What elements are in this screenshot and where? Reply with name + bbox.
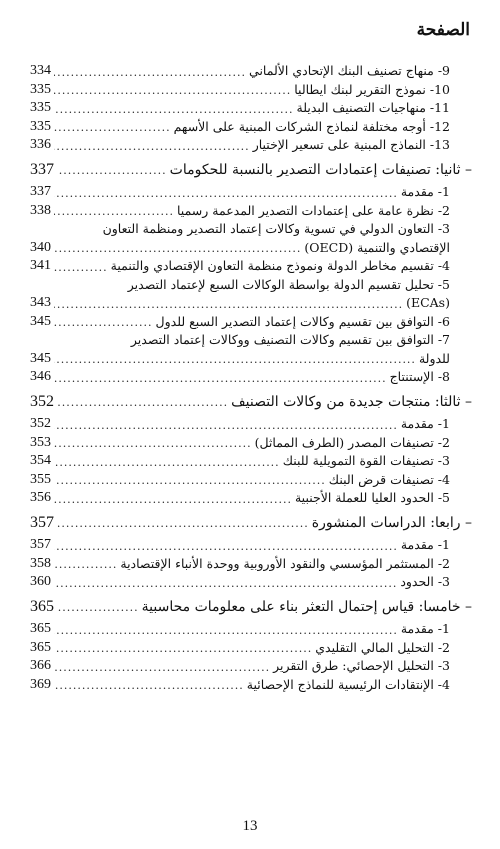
toc-entry-title: (ECAs) [406,295,450,310]
page-number: 13 [242,818,258,834]
dot-leader [57,395,228,411]
toc-section-title: – ثانيا: تصنيفات إعتمادات التصدير بالنسبة للحكومات [169,161,472,178]
dot-leader [54,576,397,592]
toc-page-number: 337 [30,184,51,199]
toc-entry-row [30,657,472,676]
toc-entry-row [30,434,472,453]
toc-page-number: 369 [30,676,51,692]
dot-leader [57,163,167,179]
toc-page-number: 365 [30,621,51,636]
toc-page-number: 358 [30,555,51,571]
toc-entry-title: 1- مقدمة [400,416,450,431]
toc-entry-title: 1- مقدمة [400,621,450,636]
toc-page-number: 335 [30,81,51,97]
toc-entry-row [30,368,472,387]
dot-leader [54,539,398,555]
toc-page-number: 366 [30,658,51,673]
dot-leader [54,352,416,368]
dot-leader [54,436,252,452]
toc-page-number: 340 [30,239,51,255]
toc-page-number: 365 [30,639,51,655]
dot-leader [54,65,246,81]
toc-section-row [30,514,472,533]
toc-entry-row [30,183,472,202]
toc-page-number: 357 [30,513,54,531]
toc-entry-row [30,136,472,155]
toc-page-number: 356 [30,490,51,505]
dot-leader [54,139,250,155]
toc-entry-row [30,350,472,369]
toc-entry-title: 3- تصنيفات القوة التمويلية للبنك [282,453,450,468]
toc-entry-continued: 5- تحليل تقسيم الدولة بواسطة الوكالات السبع لإعتماد التصدير [127,276,450,292]
toc-entry-title: 3- الحدود [400,574,450,589]
toc-page-number: 352 [30,416,51,431]
toc-page-number: 337 [30,160,54,178]
dot-leader [54,241,301,257]
toc-entry-title: 2- نظرة عامة على إعتمادات التصدير المدعمة رسميا [177,202,450,218]
toc-entry-row [30,555,472,574]
toc-page-number: 354 [30,453,51,468]
toc-entry-title: 1- مقدمة [400,184,450,199]
dot-leader [54,641,312,657]
toc-entry-title: 2- تصنيفات المصدر (الطرف المماثل) [254,434,450,450]
toc-page-number: 338 [30,202,51,218]
toc-entry-row [30,452,472,471]
dot-leader [54,623,398,639]
toc-entry-title: 12- أوجه مختلفة لنماذج الشركات المبنية على الأسهم [173,118,450,134]
dot-leader [54,492,292,508]
toc-section-title: – رابعا: الدراسات المنشورة [311,514,472,531]
toc-entry-title: 3- التحليل الإحصائي: طرق التقرير [273,658,450,673]
toc-entry-title: 2- المستثمر المؤسسي والنقود الأوروبية ووحدة الأنباء الإقتصادية [120,555,450,571]
dot-leader [54,297,403,313]
toc-entry-row [30,202,472,221]
toc-entry-row [30,294,472,313]
toc-entry-row [30,81,472,100]
toc-page-number: 341 [30,258,51,273]
toc-entry-title: 9- منهاج تصنيف البنك الإتحادي الألماني [249,63,450,78]
dot-leader [54,102,294,118]
dot-leader [54,660,270,676]
toc-entry-title: 5- الحدود العليا للعملة الأجنبية [294,490,450,505]
toc-entry-row [30,676,472,695]
dot-leader [54,473,326,489]
dot-leader [54,418,398,434]
toc-page-number: 336 [30,137,51,152]
toc-entry-row [30,239,472,258]
toc-entry-continued: 3- التعاون الدولي في تسوية وكالات إعتماد التصدير ومنظمة التعاون [102,221,450,236]
dot-leader [54,678,244,694]
toc-page-number: 360 [30,574,51,589]
toc-entry-row [30,415,472,434]
toc-section-row [30,598,472,617]
toc-entry-row [30,257,472,276]
toc-page-number: 345 [30,313,51,329]
toc-entry-title: 6- التوافق بين تقسيم وكالات إعتماد التصدير السبع للدول [155,313,450,329]
toc-page-number: 334 [30,63,51,78]
toc-entry-row [30,313,472,332]
toc-entry-title: 13- النماذج المبنية على تسعير الإختيار [252,137,450,152]
toc-entry-title: 2- التحليل المالي التقليدي [315,639,450,655]
dot-leader [54,204,174,220]
dot-leader [54,455,280,471]
dot-leader [54,315,153,331]
toc-entry-row [30,536,472,555]
toc-page-number: 343 [30,295,51,310]
toc-entry-title: 11- منهاجيات التصنيف البديلة [296,100,450,115]
dot-leader [57,600,139,616]
toc-entry-row [30,639,472,658]
toc-entry-title: 4- تصنيفات قرض البنك [328,471,450,487]
toc-entry-row [30,620,472,639]
toc-page-number: 355 [30,471,51,487]
toc-section-row [30,161,472,180]
toc-entry-title: للدولة [418,350,450,366]
toc-page-number: 365 [30,597,54,615]
toc-page-number: 346 [30,369,51,384]
toc-entry-row [30,62,472,81]
toc-entry-title: 4- تقسيم مخاطر الدولة ونموذج منظمة التعاون الإقتصادي والتنمية [110,258,450,273]
dot-leader [54,557,117,573]
toc-entry-row [30,99,472,118]
dot-leader [54,371,387,387]
toc-entry-row [30,489,472,508]
toc-entry-row [30,118,472,137]
dot-leader [54,120,171,136]
toc-entry-continued: 7- التوافق بين تقسيم وكالات التصنيف ووكالات إعتماد التصدير [130,332,450,347]
toc-page-number: 352 [30,392,54,410]
toc-page-number: 353 [30,434,51,450]
toc-page-number: 335 [30,100,51,115]
toc-entry-title: 1- مقدمة [400,537,450,552]
toc-page-number: 357 [30,537,51,552]
toc-section-title: – خامسا: قياس إحتمال التعثر بناء على معلومات محاسبية [141,598,472,615]
toc-entry-title: 10- نموذج التقرير لبنك ايطاليا [294,81,450,97]
page-column-header: الصفحة [416,20,470,40]
dot-leader [57,516,309,532]
toc-page-number: 335 [30,118,51,134]
toc-page-number: 345 [30,350,51,366]
toc-section-row [30,393,472,412]
toc-entry-title: 8- الإستنتاج [389,369,450,384]
dot-leader [54,186,398,202]
toc-entry-title: الإقتصادي والتنمية (OECD) [304,239,450,255]
dot-leader [54,260,108,276]
toc-entry-row [30,573,472,592]
dot-leader [54,83,291,99]
toc-entry-title: 4- الإنتقادات الرئيسية للنماذج الإحصائية [246,676,450,692]
toc-entry-row [30,471,472,490]
toc-section-title: – ثالثا: منتجات جديدة من وكالات التصنيف [231,393,472,410]
table-of-contents [30,62,472,694]
